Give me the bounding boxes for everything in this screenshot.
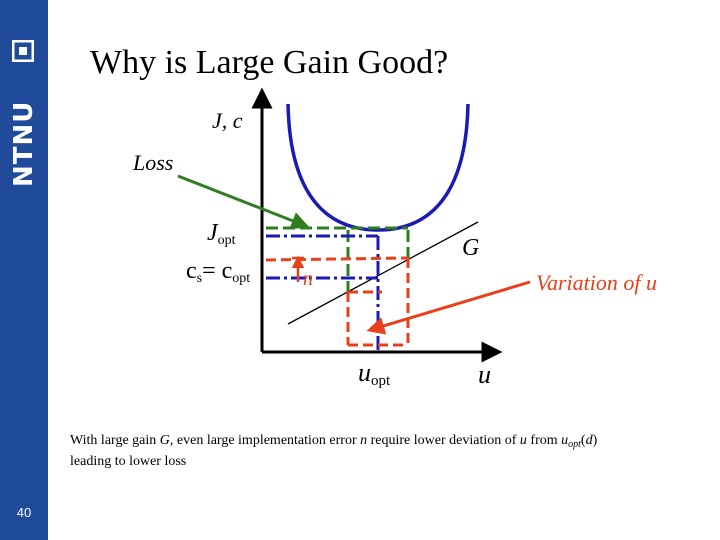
slide-title: Why is Large Gain Good? [90,44,449,81]
x-axis-label: u [478,360,491,389]
blue-dashdot-lines [266,236,378,352]
loss-curve [288,104,468,230]
u-opt-label: $u_{opt}$ [358,358,391,389]
cs-copt-label: $c_s= c_{opt}$ [186,258,251,286]
variation-label: Variation of u [536,270,658,295]
page-number: 40 [16,505,32,520]
caption [70,432,710,470]
j-opt-label: $J_{opt}$ [207,220,236,248]
loss-arrow [178,176,306,226]
caption-line-2: leading to lower loss [70,454,187,469]
caption-line-1: With large gain G, even large implementation error n require lower deviation of u from $u_{opt}(d)$ [70,433,598,450]
n-label: n [303,268,313,290]
loss-label: Loss [133,150,174,175]
ntnu-logo-text: NTNU [9,100,39,187]
variation-arrow [370,282,530,330]
y-axis-label: J, c [212,108,243,133]
gain-label: G [462,235,480,261]
